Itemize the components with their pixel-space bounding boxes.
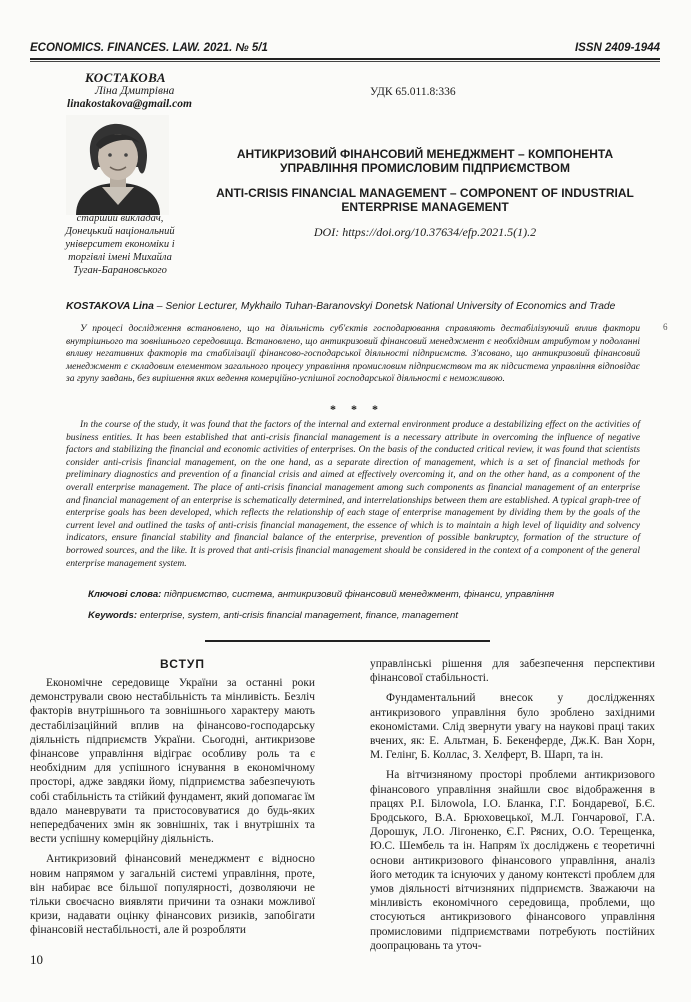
section-stars: * * * (330, 402, 384, 416)
keywords-en-text: enterprise, system, anti-crisis financial management, finance, management (137, 610, 459, 621)
title-ukrainian: АНТИКРИЗОВИЙ ФІНАНСОВИЙ МЕНЕДЖМЕНТ – КОМПОНЕНТА УПРАВЛІННЯ ПРОМИСЛОВИМ ПІДПРИЄМСТВОМ (236, 147, 614, 175)
udc-code: УДК 65.011.8:336 (370, 86, 456, 98)
right-paragraph-3: На вітчизняному просторі проблеми антикризового фінансового управління знайшли своє відображення в працях Р.І. Білowola, І.О. Бланка, Г.Г. Бондаревої, Б.Є. Бродського, В.А. Брюховецької, М.Л. Гончарової, Г.А. Дорошук, Л.О. Лігоненко, Є.Г. Рясних, О.О. Терещенка, Ю.С. Шембель та ін. Напрям їх досліджень є теоретичні основи антикризового фінансового управління, аналіз його методик та існуючих у даному контексті проблем для умов діяльності вітчизняних підприємств. Зважаючи на мінливість економічного середовища, проблеми, що стосуються антикризового фінансового управління промисловими підприємствами потребують постійних доопрацювань та уточ- (370, 769, 655, 952)
page-number: 10 (30, 952, 43, 967)
title-english: ANTI-CRISIS FINANCIAL MANAGEMENT – COMPONENT OF INDUSTRIAL ENTERPRISE MANAGEMENT (216, 186, 634, 214)
byline-name: KOSTAKOVA Lina (66, 301, 154, 312)
author-surname: КОСТАКОВА (85, 70, 167, 85)
header-rule (30, 58, 660, 60)
author-photo (66, 115, 169, 215)
abstract-ukrainian: У процесі дослідження встановлено, що на діяльність суб'єктів господарювання справляють дестабілізуючий вплив фактори внутрішнього та зовнішнього середовища. Встановлено, що антикризовий фінансовий менеджмент є необхідним атрибутом у подоланні впливу негативних факторів та стабілізації фінансово-господарської діяльності підприємств. З'ясовано, що антикризовий фінансовий менеджмент є складовим елементом загального процесу управління промисловим підприємством та як підсистема управління відповідає за групу завдань, без вирішення яких ведення комерційно-успішної господарської діяльності є неможливою. (66, 323, 640, 385)
section-separator (205, 640, 490, 642)
header-rule-thin (30, 61, 660, 62)
right-column (370, 657, 655, 953)
keywords-uk-text: підприємство, система, антикризовий фінансовий менеджмент, фінанси, управління (161, 589, 555, 600)
margin-mark: 6 (663, 322, 668, 332)
abstract-english: In the course of the study, it was found that the factors of the internal and external environment produce a destabilizing effect on the activities of business entities. It has been established that anti-crisis financial management is a necessary attribute in overcoming the influence of negative factors and stabilizing the financial and economic activities of enterprises. On the basis of the conducted critical review, it was found that scientists consider anti-crisis financial management, on the one hand, as a separate direction of management, which is a set of financial methods for preliminary diagnostics and prevention of a financial crisis and aimed at effectively overcoming it, and on the other hand, as a component of the overall enterprise management. The place of anti-crisis financial management among such components as financial management of an enterprise and financial management of an enterprise is schematically determined, and interrelationships between them are established. A typical graph-tree of enterprise goals has been developed, which reflects the relationship of each stage of enterprise management by dividing them by the goals of the current level and outlined the tasks of anti-crisis financial management, the essence of which is to maintain a high level of liquidity and solvency indicators, ensure financial stability and financial balance of the enterprise, prevention of possible bankruptcy, formation of the structure of borrowed sources, and the like. It is proved that anti-crisis financial management should be considered in the context of a component of the general enterprise management system. (66, 419, 640, 569)
author-email: linakostakova@gmail.com (67, 98, 192, 110)
left-paragraph-2: Антикризовий фінансовий менеджмент є відносно новим напрямом у загальній системі управління, проте, він набирає все більшої популярності, дозволяючи не тільки своєчасно виявляти причини та ознаки можливої кризи, надавати оцінку фінансових ризиків, запобігати фінансовій нестабільності, але й розробляти (30, 853, 315, 937)
journal-header: ECONOMICS. FINANCES. LAW. 2021. № 5/1 (30, 42, 268, 54)
keywords-ukrainian (88, 589, 554, 600)
keywords-english (88, 610, 458, 621)
doi-link[interactable]: DOI: https://doi.org/10.37634/efp.2021.5(1).2 (313, 225, 537, 239)
author-affiliation: старший викладач, Донецький національний університет економіки і торгівлі імені Михайла Туган-Барановського (65, 213, 175, 276)
author-name: Ліна Дмитрівна (95, 85, 175, 97)
issn: ISSN 2409-1944 (574, 42, 660, 54)
keywords-uk-label: Ключові слова: (88, 589, 162, 600)
left-paragraph-1: Економічне середовище України за останні роки демонстрували свою нестабільність та мінливість. Безліч факторів внутрішнього та зовнішнього характеру мають дестабілізаційний вплив на фінансово-господарську діяльність підприємств України. Сьогодні, антикризове фінансове управління відіграє особливу роль та є необхідним для успішного існування в економічному просторі, адже завдяки йому, підприємства забезпечують собі стабільність та стійкий фундамент, який допомагає їм вдало маневрувати та пристосовуватися до будь-яких непередбачених змін як зовнішніх, так і внутрішніх та вести успішну комерційну діяльність. (30, 677, 315, 846)
keywords-en-label: Keywords: (88, 610, 138, 621)
left-column (30, 676, 315, 938)
section-heading: ВСТУП (160, 657, 205, 671)
right-paragraph-2: Фундаментальний внесок у дослідженнях антикризового управління було зроблено західними економістами. Слід звернути увагу на наукові праці таких вчених, як: Е. Альтман, Б. Бекенферде, Дж.К. Ван Хорн, М. Гелінг, Б. Коллас, З. Хелферт, В. Шарп, та ін. (370, 692, 655, 762)
right-paragraph-1: управлінські рішення для забезпечення перспективи фінансової стабільності. (370, 658, 655, 685)
byline-rest: – Senior Lecturer, Mykhailo Tuhan-Baranovskyi Donetsk National University of Economics and Trade (153, 301, 616, 312)
author-byline (66, 301, 615, 312)
